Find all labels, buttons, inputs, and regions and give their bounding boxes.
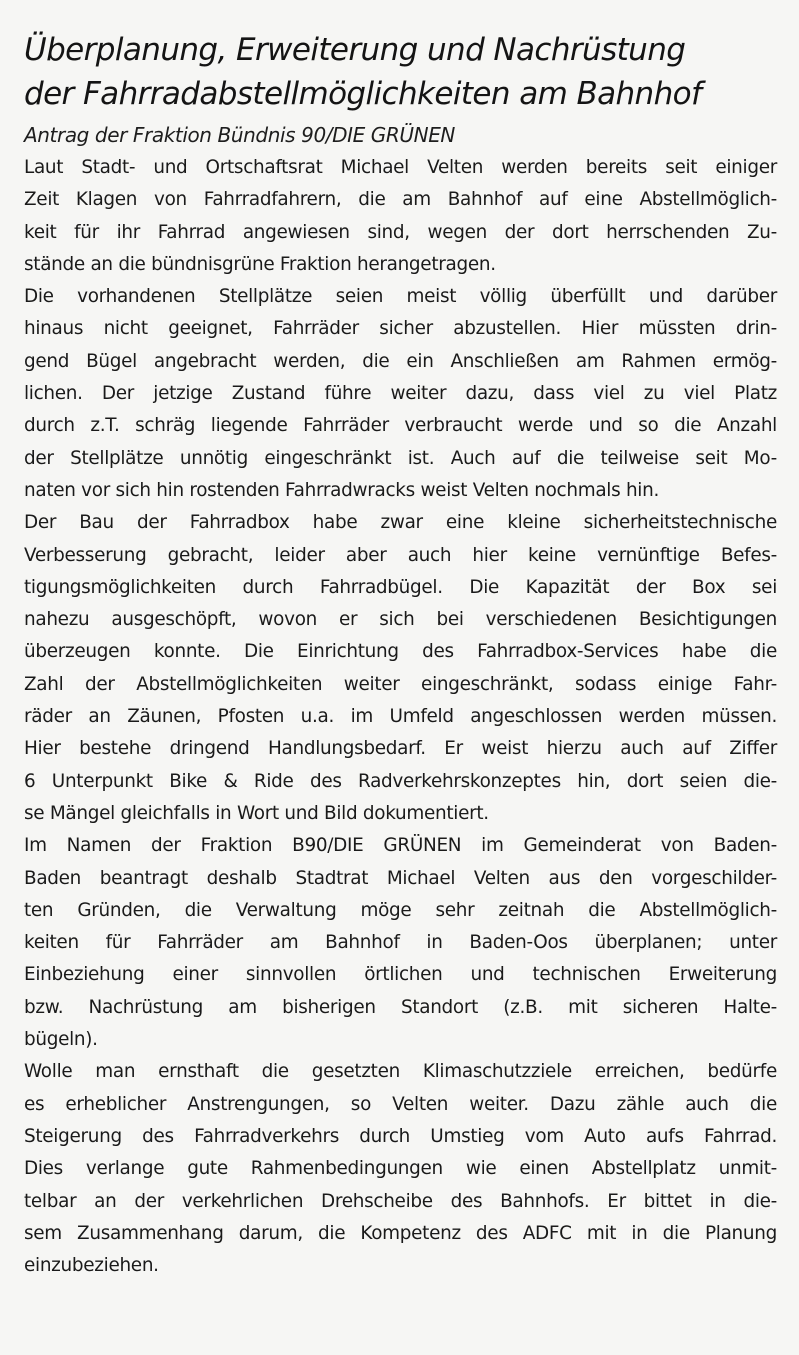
text-line: Laut Stadt- und Ortschaftsrat Michael Velten werden bereits seit einiger (24, 157, 777, 178)
article-body (24, 152, 777, 1282)
text-line: Zahl der Abstellmöglichkeiten weiter eingeschränkt, sodass einige Fahr- (24, 673, 777, 695)
article-title-line: der Fahrradabstellmöglichkeiten am Bahnhof (24, 76, 702, 112)
text-line: keiten für Fahrräder am Bahnhof in Baden-Oos überplanen; unter (24, 932, 777, 954)
text-line: Verbesserung gebracht, leider aber auch hier keine vernünftige Befes- (24, 544, 777, 566)
text-line: bzw. Nachrüstung am bisherigen Standort (z.B. mit sicheren Halte- (24, 996, 777, 1018)
text-line: einzubeziehen. (24, 1255, 159, 1277)
article-subtitle: Antrag der Fraktion Bündnis 90/DIE GRÜNEN (24, 123, 455, 147)
text-line: gend Bügel angebracht werden, die ein Anschließen am Rahmen ermög- (24, 350, 777, 372)
text-line: der Stellplätze unnötig eingeschränkt ist. Auch auf die teilweise seit Mo- (24, 447, 777, 469)
paragraph-1 (24, 152, 777, 281)
text-line: es erheblicher Anstrengungen, so Velten weiter. Dazu zähle auch die (24, 1093, 777, 1115)
text-line: ten Gründen, die Verwaltung möge sehr zeitnah die Abstellmöglich- (24, 899, 777, 921)
text-line: Baden beantragt deshalb Stadtrat Michael Velten aus den vorgeschilder- (24, 867, 777, 889)
text-line: sem Zusammenhang darum, die Kompetenz des ADFC mit in die Planung (24, 1222, 777, 1244)
text-line: Der Bau der Fahrradbox habe zwar eine kleine sicherheitstechnische (24, 512, 777, 534)
text-line: nahezu ausgeschöpft, wovon er sich bei verschiedenen Besichtigungen (24, 609, 777, 631)
text-line: se Mängel gleichfalls in Wort und Bild dokumentiert. (24, 802, 489, 824)
text-line: keit für ihr Fahrrad angewiesen sind, wegen der dort herrschenden Zu- (24, 221, 777, 243)
paragraph-4 (24, 830, 777, 1056)
paragraph-5 (24, 1056, 777, 1282)
text-line: tigungsmöglichkeiten durch Fahrradbügel. Die Kapazität der Box sei (24, 576, 777, 598)
text-line: lichen. Der jetzige Zustand führe weiter dazu, dass viel zu viel Platz (24, 383, 777, 405)
article-title (24, 28, 777, 116)
article-title-line: Überplanung, Erweiterung und Nachrüstung (24, 32, 686, 68)
text-line: telbar an der verkehrlichen Drehscheibe des Bahnhofs. Er bittet in die- (24, 1190, 777, 1212)
text-line: Hier bestehe dringend Handlungsbedarf. Er weist hierzu auch auf Ziffer (24, 738, 777, 760)
text-line: bügeln). (24, 1029, 98, 1051)
text-line: durch z.T. schräg liegende Fahrräder verbraucht werde und so die Anzahl (24, 415, 777, 437)
text-line: Zeit Klagen von Fahrradfahrern, die am Bahnhof auf eine Abstellmöglich- (24, 189, 777, 211)
text-line: Wolle man ernsthaft die gesetzten Klimaschutzziele erreichen, bedürfe (24, 1061, 777, 1083)
text-line: Im Namen der Fraktion B90/DIE GRÜNEN im Gemeinderat von Baden- (24, 835, 777, 857)
text-line: räder an Zäunen, Pfosten u.a. im Umfeld angeschlossen werden müssen. (24, 706, 777, 728)
text-line: Dies verlange gute Rahmenbedingungen wie einen Abstellplatz unmit- (24, 1158, 777, 1180)
text-line: hinaus nicht geeignet, Fahrräder sicher abzustellen. Hier müssten drin- (24, 318, 777, 340)
paragraph-2 (24, 281, 777, 507)
text-line: Die vorhandenen Stellplätze seien meist völlig überfüllt und darüber (24, 286, 777, 308)
paragraph-3 (24, 507, 777, 830)
text-line: stände an die bündnisgrüne Fraktion herangetragen. (24, 253, 496, 275)
text-line: naten vor sich hin rostenden Fahrradwracks weist Velten nochmals hin. (24, 479, 660, 501)
text-line: 6 Unterpunkt Bike & Ride des Radverkehrskonzeptes hin, dort seien die- (24, 770, 777, 792)
text-line: Steigerung des Fahrradverkehrs durch Umstieg vom Auto aufs Fahrrad. (24, 1125, 777, 1147)
text-line: Einbeziehung einer sinnvollen örtlichen und technischen Erweiterung (24, 964, 777, 986)
text-line: überzeugen konnte. Die Einrichtung des Fahrradbox-Services habe die (24, 641, 777, 663)
